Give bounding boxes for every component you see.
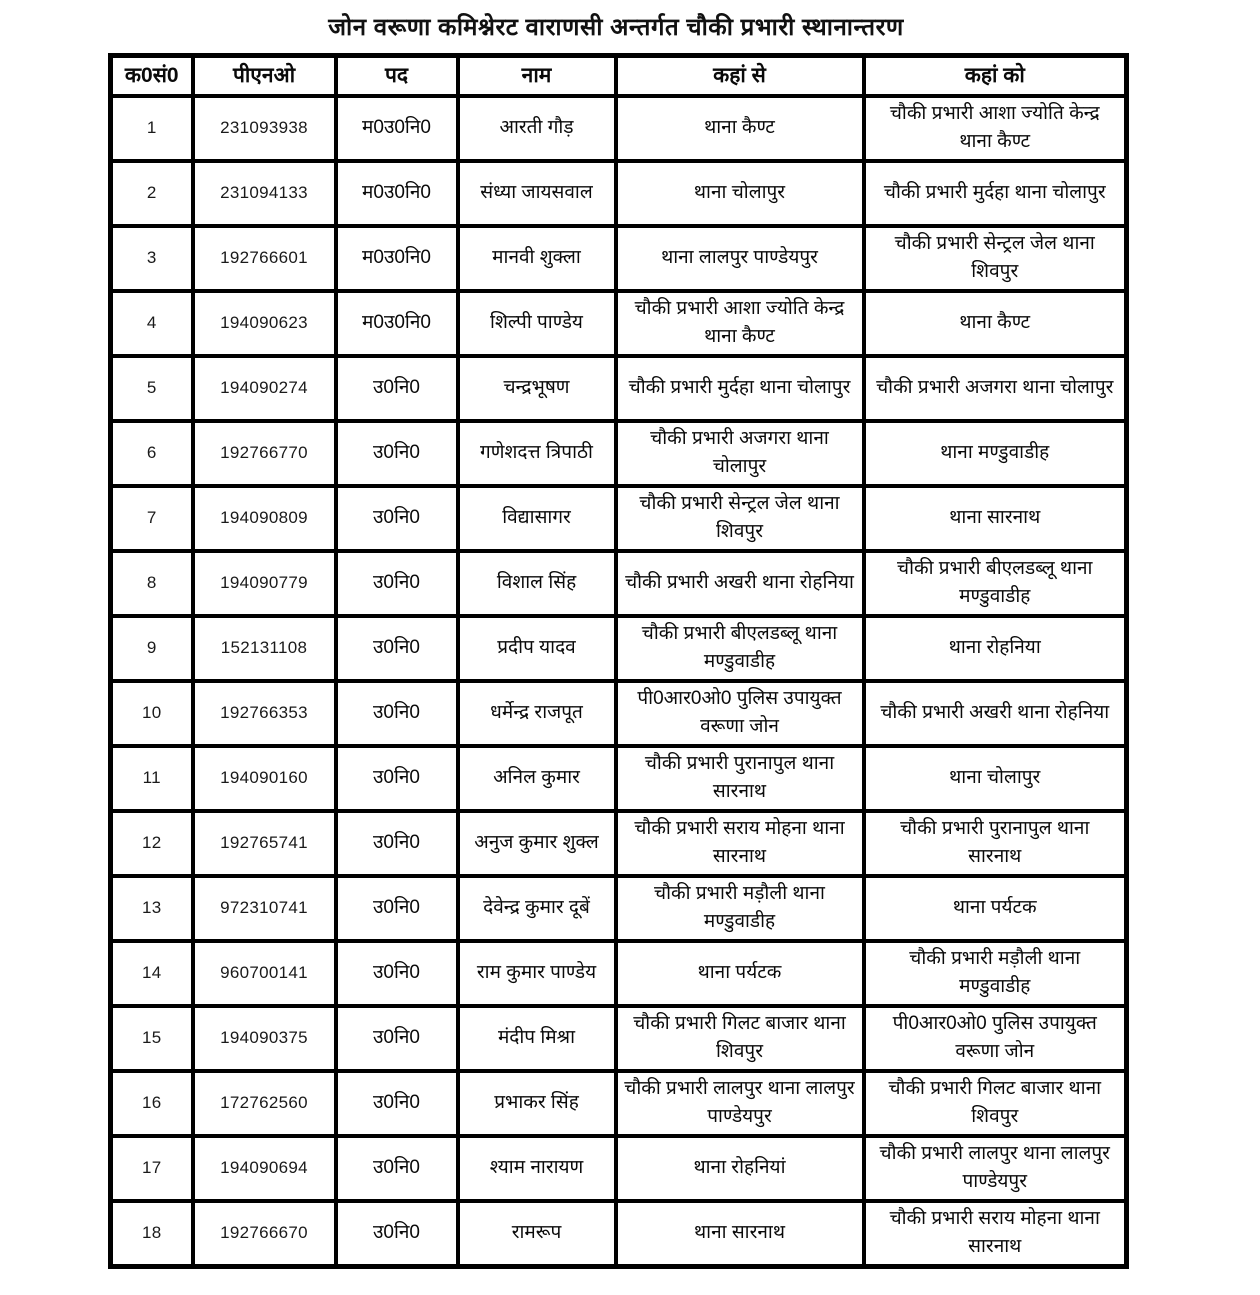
cell-to: थाना चोलापुर [864,746,1127,811]
cell-post: उ0नि0 [336,616,458,681]
cell-from: चौकी प्रभारी मड़ौली थाना मण्डुवाडीह [616,876,864,941]
table-row [111,681,1127,746]
cell-post: उ0नि0 [336,1006,458,1071]
cell-serial: 8 [111,551,193,616]
cell-to: थाना मण्डुवाडीह [864,421,1127,486]
cell-serial: 1 [111,96,193,161]
cell-name: शिल्पी पाण्डेय [458,291,616,356]
cell-pno: 192766353 [193,681,336,746]
column-header-from: कहां से [616,56,864,96]
cell-pno: 194090779 [193,551,336,616]
table-row [111,1201,1127,1267]
cell-serial: 9 [111,616,193,681]
cell-from: चौकी प्रभारी लालपुर थाना लालपुर पाण्डेयपुर [616,1071,864,1136]
cell-from: थाना चोलापुर [616,161,864,226]
cell-serial: 15 [111,1006,193,1071]
column-header-name: नाम [458,56,616,96]
cell-name: मंदीप मिश्रा [458,1006,616,1071]
cell-pno: 231093938 [193,96,336,161]
cell-from: चौकी प्रभारी अखरी थाना रोहनिया [616,551,864,616]
cell-serial: 2 [111,161,193,226]
cell-serial: 6 [111,421,193,486]
cell-pno: 972310741 [193,876,336,941]
column-header-post: पद [336,56,458,96]
cell-name: श्याम नारायण [458,1136,616,1201]
cell-pno: 194090694 [193,1136,336,1201]
transfer-table [108,53,1129,1269]
cell-name: राम कुमार पाण्डेय [458,941,616,1006]
cell-pno: 192765741 [193,811,336,876]
cell-serial: 4 [111,291,193,356]
table-row [111,746,1127,811]
cell-name: रामरूप [458,1201,616,1267]
table-header-row [111,56,1127,96]
cell-to: चौकी प्रभारी मुर्दहा थाना चोलापुर [864,161,1127,226]
cell-to: पी0आर0ओ0 पुलिस उपायुक्त वरूणा जोन [864,1006,1127,1071]
column-header-serial: क0सं0 [111,56,193,96]
cell-serial: 10 [111,681,193,746]
cell-serial: 13 [111,876,193,941]
table-row [111,161,1127,226]
cell-to: चौकी प्रभारी बीएलडब्लू थाना मण्डुवाडीह [864,551,1127,616]
table-row [111,356,1127,421]
table-row [111,616,1127,681]
cell-name: देवेन्द्र कुमार दूबें [458,876,616,941]
cell-serial: 14 [111,941,193,1006]
cell-from: चौकी प्रभारी गिलट बाजार थाना शिवपुर [616,1006,864,1071]
cell-pno: 960700141 [193,941,336,1006]
table-row [111,1006,1127,1071]
cell-serial: 7 [111,486,193,551]
cell-to: चौकी प्रभारी लालपुर थाना लालपुर पाण्डेयपुर [864,1136,1127,1201]
cell-to: चौकी प्रभारी सेन्ट्रल जेल थाना शिवपुर [864,226,1127,291]
column-header-pno: पीएनओ [193,56,336,96]
cell-post: उ0नि0 [336,551,458,616]
cell-from: चौकी प्रभारी आशा ज्योति केन्द्र थाना कैण्ट [616,291,864,356]
table-row [111,551,1127,616]
cell-serial: 3 [111,226,193,291]
cell-post: म0उ0नि0 [336,291,458,356]
cell-name: आरती गौड़ [458,96,616,161]
cell-name: मानवी शुक्ला [458,226,616,291]
cell-serial: 12 [111,811,193,876]
cell-name: प्रभाकर सिंह [458,1071,616,1136]
cell-to: थाना सारनाथ [864,486,1127,551]
table-row [111,876,1127,941]
cell-post: उ0नि0 [336,421,458,486]
table-body [111,96,1127,1267]
cell-name: अनिल कुमार [458,746,616,811]
cell-to: चौकी प्रभारी गिलट बाजार थाना शिवपुर [864,1071,1127,1136]
cell-to: चौकी प्रभारी अखरी थाना रोहनिया [864,681,1127,746]
cell-post: उ0नि0 [336,876,458,941]
cell-to: थाना पर्यटक [864,876,1127,941]
cell-post: उ0नि0 [336,1136,458,1201]
cell-post: उ0नि0 [336,486,458,551]
table-row [111,291,1127,356]
cell-from: थाना रोहनियां [616,1136,864,1201]
document-title: जोन वरूणा कमिश्नेरट वाराणसी अन्तर्गत चौकी प्रभारी स्थानान्तरण [328,14,904,41]
document-area [108,12,1124,1269]
cell-name: विशाल सिंह [458,551,616,616]
cell-to: चौकी प्रभारी आशा ज्योति केन्द्र थाना कैण्ट [864,96,1127,161]
table-row [111,811,1127,876]
table-row [111,486,1127,551]
cell-from: थाना कैण्ट [616,96,864,161]
table-row [111,96,1127,161]
cell-post: उ0नि0 [336,356,458,421]
cell-pno: 231094133 [193,161,336,226]
cell-name: गणेशदत्त त्रिपाठी [458,421,616,486]
column-header-to: कहां को [864,56,1127,96]
cell-serial: 16 [111,1071,193,1136]
cell-serial: 11 [111,746,193,811]
table-row [111,226,1127,291]
cell-pno: 192766670 [193,1201,336,1267]
table-row [111,1071,1127,1136]
table-row [111,941,1127,1006]
cell-pno: 192766601 [193,226,336,291]
cell-pno: 194090623 [193,291,336,356]
cell-name: विद्यासागर [458,486,616,551]
cell-pno: 172762560 [193,1071,336,1136]
cell-pno: 194090274 [193,356,336,421]
table-row [111,421,1127,486]
cell-post: उ0नि0 [336,1071,458,1136]
cell-to: चौकी प्रभारी पुरानापुल थाना सारनाथ [864,811,1127,876]
cell-from: चौकी प्रभारी बीएलडब्लू थाना मण्डुवाडीह [616,616,864,681]
cell-name: संध्या जायसवाल [458,161,616,226]
cell-pno: 194090375 [193,1006,336,1071]
cell-post: उ0नि0 [336,681,458,746]
cell-serial: 5 [111,356,193,421]
cell-name: धर्मेन्द्र राजपूत [458,681,616,746]
cell-from: चौकी प्रभारी सराय मोहना थाना सारनाथ [616,811,864,876]
cell-serial: 18 [111,1201,193,1267]
cell-from: चौकी प्रभारी सेन्ट्रल जेल थाना शिवपुर [616,486,864,551]
cell-to: थाना कैण्ट [864,291,1127,356]
cell-name: अनुज कुमार शुक्ल [458,811,616,876]
cell-to: चौकी प्रभारी सराय मोहना थाना सारनाथ [864,1201,1127,1267]
cell-from: चौकी प्रभारी पुरानापुल थाना सारनाथ [616,746,864,811]
cell-serial: 17 [111,1136,193,1201]
cell-from: चौकी प्रभारी अजगरा थाना चोलापुर [616,421,864,486]
cell-post: म0उ0नि0 [336,161,458,226]
cell-pno: 194090809 [193,486,336,551]
cell-pno: 152131108 [193,616,336,681]
cell-pno: 194090160 [193,746,336,811]
cell-post: म0उ0नि0 [336,226,458,291]
cell-to: थाना रोहनिया [864,616,1127,681]
cell-from: चौकी प्रभारी मुर्दहा थाना चोलापुर [616,356,864,421]
cell-pno: 192766770 [193,421,336,486]
cell-from: थाना लालपुर पाण्डेयपुर [616,226,864,291]
cell-post: उ0नि0 [336,811,458,876]
cell-post: उ0नि0 [336,1201,458,1267]
table-row [111,1136,1127,1201]
cell-to: चौकी प्रभारी मड़ौली थाना मण्डुवाडीह [864,941,1127,1006]
cell-post: उ0नि0 [336,746,458,811]
cell-from: थाना सारनाथ [616,1201,864,1267]
cell-post: म0उ0नि0 [336,96,458,161]
cell-to: चौकी प्रभारी अजगरा थाना चोलापुर [864,356,1127,421]
cell-post: उ0नि0 [336,941,458,1006]
cell-name: चन्द्रभूषण [458,356,616,421]
cell-name: प्रदीप यादव [458,616,616,681]
cell-from: पी0आर0ओ0 पुलिस उपायुक्त वरूणा जोन [616,681,864,746]
cell-from: थाना पर्यटक [616,941,864,1006]
